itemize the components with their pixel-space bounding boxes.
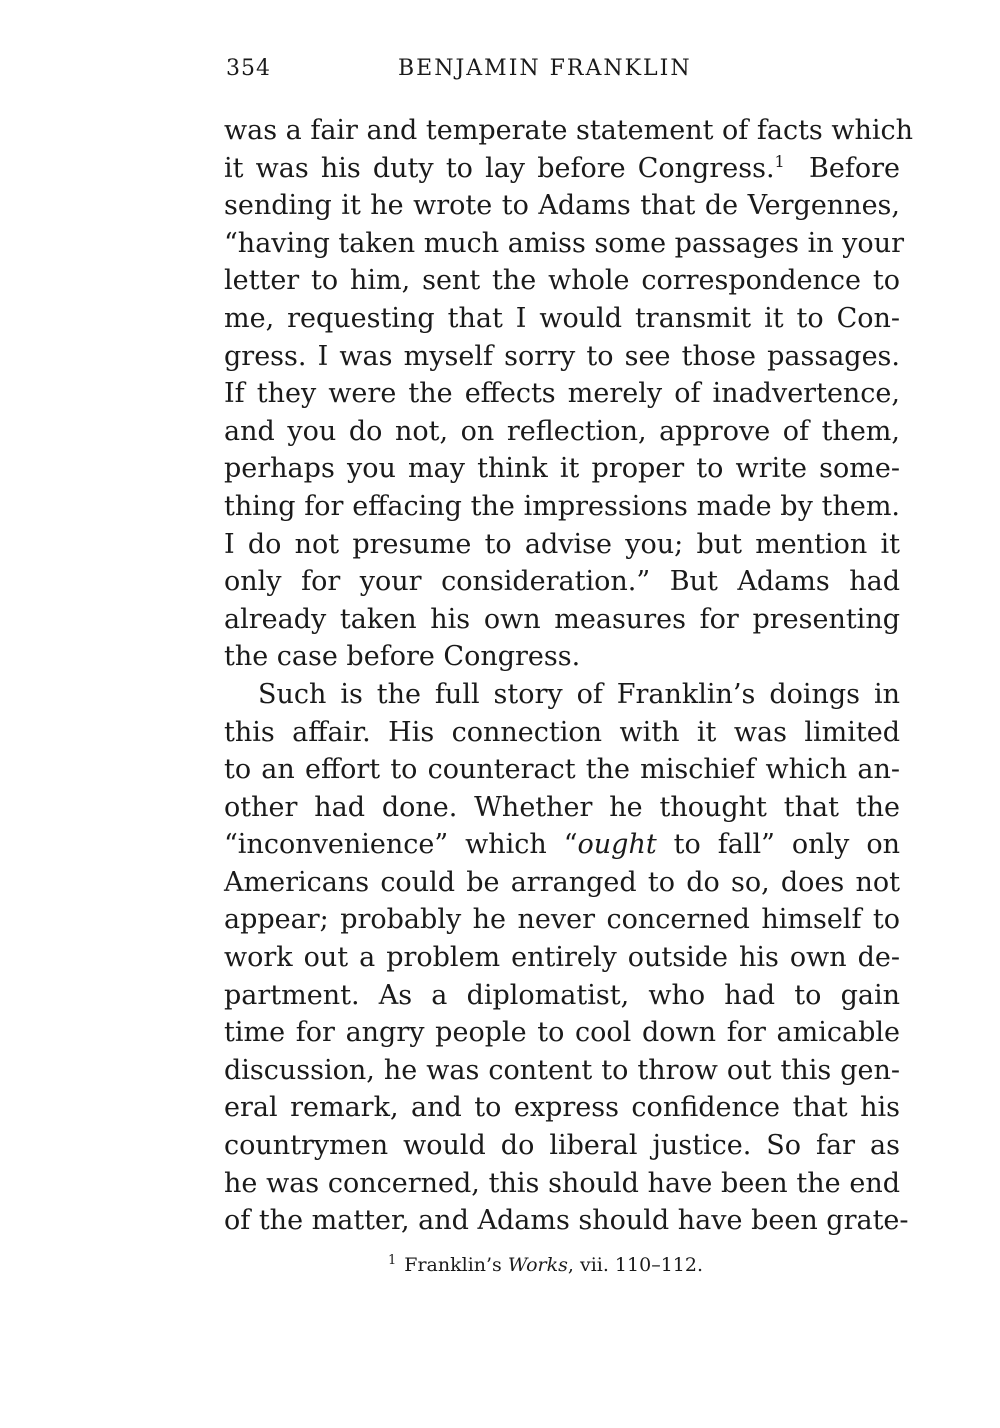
text-line: Americans could be arranged to do so, does not [224, 866, 900, 898]
page-header [226, 56, 898, 96]
text-line [224, 150, 900, 188]
text-line: gress. I was myself sorry to see those passages. [224, 340, 900, 372]
paragraph [224, 676, 909, 1240]
text-segment: to fall” only on [656, 829, 900, 861]
text-line: me, requesting that I would transmit it to Con- [224, 302, 900, 334]
text-line: the case before Congress. [224, 641, 581, 673]
text-line: If they were the effects merely of inadvertence, [224, 378, 900, 410]
text-line: countrymen would do liberal justice. So far as [224, 1130, 900, 1162]
footnote-mark: 1 [388, 1253, 397, 1268]
page-number: 354 [226, 56, 271, 81]
body-text [224, 112, 914, 1240]
footnote-italic-title: Works [507, 1254, 568, 1276]
italic-text: ought [577, 829, 657, 861]
footnote [388, 1253, 703, 1276]
text-line: thing for effacing the impressions made by them. [224, 490, 900, 522]
text-segment: Before [809, 152, 900, 184]
text-line: already taken his own measures for presenting [224, 603, 900, 635]
text-line: he was concerned, this should have been the end [224, 1167, 900, 1199]
text-segment: it was his duty to lay before Congress. [224, 152, 775, 184]
text-line: sending it he wrote to Adams that de Vergennes, [224, 190, 900, 222]
text-line: to an effort to counteract the mischief which an- [224, 754, 900, 786]
text-line: appear; probably he never concerned himself to [224, 904, 900, 936]
text-line: Such is the full story of Franklin’s doings in [258, 678, 900, 710]
text-line: “having taken much amiss some passages in your [224, 227, 904, 259]
footnote-text: Franklin’s [404, 1254, 508, 1276]
text-line: only for your consideration.” But Adams had [224, 566, 900, 598]
text-segment: “inconvenience” which “ [224, 829, 578, 861]
text-line: this affair. His connection with it was limited [224, 716, 900, 748]
running-title: BENJAMIN FRANKLIN [398, 56, 692, 81]
text-line: other had done. Whether he thought that the [224, 791, 900, 823]
text-line: I do not presume to advise you; but mention it [224, 528, 900, 560]
text-line: partment. As a diplomatist, who had to gain [224, 979, 900, 1011]
footnote-text: , vii. 110–112. [567, 1254, 704, 1276]
footnote-reference: 1 [774, 151, 785, 171]
text-line: discussion, he was content to throw out this gen- [224, 1054, 900, 1086]
text-line: perhaps you may think it proper to write some- [224, 453, 900, 485]
text-line: letter to him, sent the whole correspondence to [224, 265, 900, 297]
text-line: of the matter, and Adams should have been grate- [224, 1205, 909, 1237]
text-line: time for angry people to cool down for amicable [224, 1017, 900, 1049]
paragraph [224, 112, 914, 676]
text-line: was a fair and temperate statement of facts which [224, 115, 914, 146]
text-line: and you do not, on reflection, approve of them, [224, 415, 900, 447]
text-line: work out a problem entirely outside his own de- [224, 942, 900, 974]
text-line [224, 826, 900, 864]
text-line: eral remark, and to express confidence that his [224, 1092, 900, 1124]
